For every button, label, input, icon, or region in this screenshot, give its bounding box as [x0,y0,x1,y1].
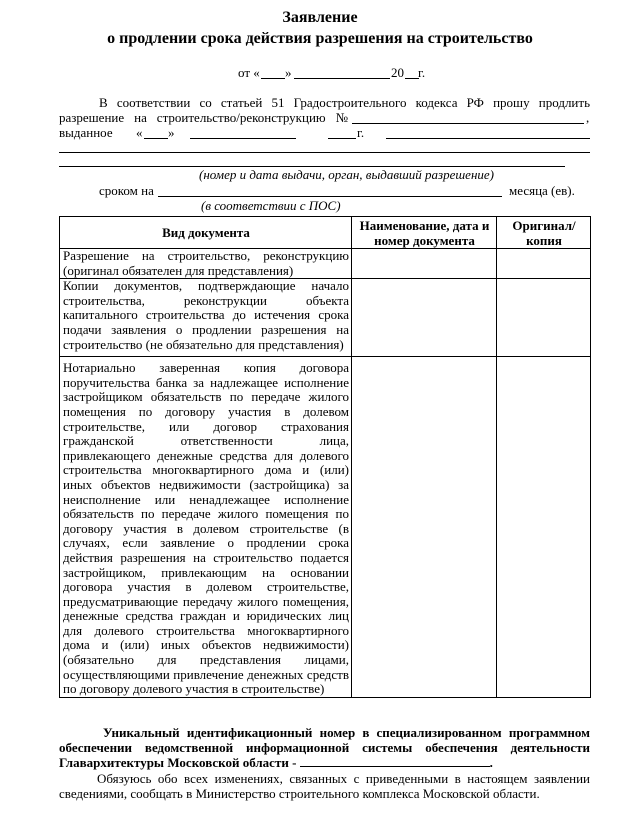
year-field[interactable] [405,78,419,79]
date-prefix: от « [238,65,260,80]
issued-label: выданное [59,125,113,140]
date-close-quote: » [285,65,292,80]
doc-name-cell[interactable] [352,279,497,357]
issued-year-suffix: г. [357,125,365,140]
intro-line-2: разрешение на строительство/реконструкцию № [59,110,348,125]
header-doc-type: Вид документа [60,217,352,249]
table-header-row [60,217,591,249]
date-suffix: г. [418,65,426,80]
header-doc-name: Наименование, дата и номер документа [352,217,497,249]
issued-close-quote: » [168,125,175,140]
permit-details-line-1[interactable] [59,152,590,153]
uid-tail: . [489,755,493,770]
doc-type-text: Разрешение на строительство, реконструкцию (оригинал обязателен для представления) [63,248,349,278]
table-row [60,279,591,357]
original-copy-cell[interactable] [497,357,591,698]
term-field[interactable] [158,196,502,197]
original-copy-cell[interactable] [497,249,591,279]
issued-open-quote: « [136,125,143,140]
uid-text: Уникальный идентификационный номер в специализированном программном обеспечении ведомственной информационной системы обеспечения деятельности Главархитектуры Московской области - [59,725,590,770]
uid-field[interactable] [300,755,490,767]
doc-type-text: Копии документов, подтверждающие начало строительства, реконструкции объекта капитального строительства до истечения срока подачи заявления о продлении разрешения на строительство (не обязательно для представления) [63,278,349,352]
issuer-field[interactable] [386,138,590,139]
doc-type-text: Нотариально заверенная копия договора поручительства банка за надлежащее исполнение застройщиком обязательств по передаче жилого помещения по договору участия в долевом строительстве, или договор страхования гражданской ответственности лица, привлекающего денежные средства для долевого строительства многоквартирного дома и (или) иных объектов недвижимости (застройщика) за неисполнение или ненадлежащее исполнение обязательств по передаче жилого помещения по договору участия в долевом строительстве (в случаях, если заявление о продлении срока действия разрешения на строительство подается застройщиком, привлекающим на основании договора участия в долевом строительстве, предусматривающие передачу жилого помещения, денежные средства граждан и юридических лиц для долевого строительства многоквартирного дома и (или) иных объектов недвижимости) (обязательно для представления лицами, осуществляющими привлечение денежных средств по договору долевого участия в строительстве) [63,360,349,697]
permit-number-field[interactable] [352,123,584,124]
permit-hint: (номер и дата выдачи, орган, выдавший разрешение) [199,167,495,182]
documents-table [59,216,591,698]
table-row [60,357,591,698]
doc-type-cell [60,279,352,357]
doc-name-cell[interactable] [352,357,497,698]
form-title: Заявление [282,9,358,26]
doc-name-cell[interactable] [352,249,497,279]
issued-year-field[interactable] [328,138,356,139]
issued-month-field[interactable] [190,138,296,139]
original-copy-cell[interactable] [497,279,591,357]
intro-line-2-comma: , [586,110,590,125]
term-label: сроком на [99,183,154,198]
doc-type-cell [60,357,352,698]
term-unit: месяца (ев). [509,183,575,198]
doc-type-cell [60,249,352,279]
uid-paragraph [59,725,590,770]
year-prefix: 20 [391,65,404,80]
form-subtitle: о продлении срока действия разрешения на строительство [107,30,533,47]
day-field[interactable] [261,78,285,79]
intro-line-1: В соответствии со статьей 51 Градостроительного кодекса РФ прошу продлить [99,95,590,110]
issued-day-field[interactable] [144,138,168,139]
month-field[interactable] [294,78,390,79]
header-original-copy: Оригинал/ копия [497,217,591,249]
table-row [60,249,591,279]
pledge-paragraph: Обязуюсь обо всех изменениях, связанных с приведенными в настоящем заявлении сведениями, сообщать в Министерство строительного комплекса Московской области. [59,771,590,801]
pos-hint: (в соответствии с ПОС) [201,198,341,213]
